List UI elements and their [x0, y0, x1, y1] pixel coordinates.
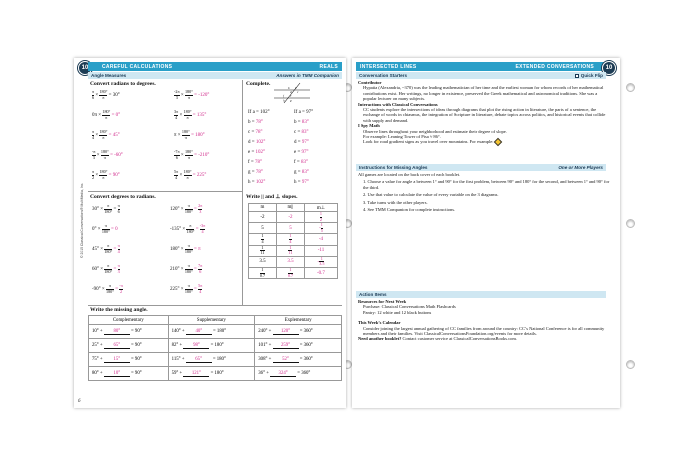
- left-banner: [88, 62, 342, 71]
- deg-to-rad-row: -90° × $\frac{\pi}{180^\circ}$ = $\frac{-\pi}{2}$: [92, 283, 123, 294]
- rad-to-deg-row: $\frac{5\pi}{4}$ × $\frac{180^\circ}{\pi}$ = 225°: [174, 169, 207, 180]
- section-title: Instructions for Missing Angles: [359, 165, 428, 170]
- instruction-step: 1. Choose a value for angle a between 1° and 90° for the first problem, between 90° and 180° for the second, and between 1° and 90° for the third.: [363, 179, 610, 190]
- page-number: 6: [78, 399, 81, 404]
- slope-header: m⊥: [304, 204, 337, 212]
- column-divider: [242, 80, 243, 306]
- slope-cell: -2: [276, 212, 304, 223]
- table-row: [249, 267, 338, 278]
- interactions-heading: Interactions with Classical Conversations: [358, 101, 438, 107]
- deg-to-rad-row: 120° × $\frac{\pi}{180^\circ}$ = $\frac{2\pi}{3}$: [170, 203, 203, 214]
- quick-flip-label: Quick Flip: [580, 73, 603, 78]
- lesson-number-badge: 10: [78, 61, 92, 75]
- slope-cell: 3.5: [276, 256, 304, 267]
- rad-to-deg-row: $\frac{\pi}{6}$ × $\frac{180^\circ}{\pi}$ = 30°: [92, 89, 120, 100]
- missing-angle-cell: 36° + 324° = 360°: [255, 367, 342, 381]
- missing-angle-cell: 82° + 98° = 180°: [168, 339, 255, 353]
- section-title: Action Items: [359, 292, 387, 297]
- left-page: [74, 58, 346, 408]
- rad-to-deg-row: $\frac{3\pi}{4}$ × $\frac{180^\circ}{\pi}$ = 135°: [174, 109, 207, 120]
- angle-value: d = 97°: [294, 140, 309, 145]
- contributor-text: Hypatia (Alexandria, ~370) was the leading mathematician of her time and the earliest woman for whom records of her mathematical contributions exist. Her writings, no longer in existence, preserved the Greek mathematical and astronomical traditions. She was a popular lecturer on many subjects.: [363, 85, 604, 102]
- table-row: [249, 245, 338, 256]
- slope-cell: $\frac{1}{2}$: [304, 212, 337, 223]
- deg-to-rad-row: 225° × $\frac{\pi}{180^\circ}$ = $\frac{5\pi}{4}$: [170, 283, 203, 294]
- quick-flip[interactable]: [575, 73, 603, 78]
- svg-text:g: g: [290, 98, 292, 103]
- rad-to-deg-row: $\frac{-7\pi}{6}$ × $\frac{180^\circ}{\pi}$ = -210°: [174, 149, 210, 160]
- angle-value: f = 83°: [294, 160, 308, 165]
- slope-cell: $\frac{1}{11}$: [249, 245, 277, 256]
- rad-to-deg-row: 0π × $\frac{180^\circ}{\pi}$ = 0°: [92, 109, 121, 120]
- table-row: [89, 325, 342, 339]
- angle-value: g = 83°: [294, 170, 309, 175]
- instruction-step: 2. Use that value to calculate the value of every variable on the 3 diagrams.: [363, 192, 499, 198]
- checkbox-icon: [575, 74, 579, 78]
- slope-cell: $\frac{1}{11}$: [276, 245, 304, 256]
- slope-cell: 5: [249, 223, 277, 234]
- banner-title: INTERSECTED LINES: [360, 63, 417, 70]
- instructions-bar: [356, 164, 606, 171]
- deg-to-rad-row: 30° × $\frac{\pi}{180^\circ}$ = $\frac{\pi}{6}$: [92, 203, 120, 214]
- contributor-heading: Contributor: [358, 80, 382, 85]
- heading-complete: Complete.: [246, 81, 271, 87]
- conversation-starters-bar: [356, 72, 606, 79]
- instruction-step: 3. Take turns with the other players.: [363, 199, 428, 205]
- resources-pantry: Pantry: 12 white and 12 black buttons: [363, 309, 432, 315]
- missing-angle-cell: 140° + 40° = 180°: [168, 325, 255, 339]
- table-row: [89, 353, 342, 367]
- slope-cell: $\frac{1}{4}$: [276, 234, 304, 245]
- players-note: One or More Players: [558, 165, 603, 170]
- svg-text:e: e: [290, 93, 292, 98]
- angle-value: c = 78°: [248, 130, 263, 135]
- deg-to-rad-row: 45° × $\frac{\pi}{180^\circ}$ = $\frac{\pi}{4}$: [92, 243, 120, 254]
- resources-heading: Resources for Next Week: [358, 299, 407, 304]
- banner-category: REALS: [319, 63, 338, 70]
- booklet-text: Contact customer service at ClassicalConversationsBooks.com.: [402, 336, 518, 342]
- ispy-heading: I Spy Math: [358, 123, 380, 129]
- interactions-text: CC students explore the intersections of ideas through diagrams that plot the rising action in literature, the parts of a sentence, the exchange of words in chiasmus, the integration of Scripture in literature, debate topics across politics, and historical events that collide with supply and demand.: [363, 107, 606, 123]
- deg-to-rad-row: 0° × $\frac{\pi}{180^\circ}$ = 0: [92, 223, 118, 234]
- deg-to-rad-row: 210° × $\frac{\pi}{180^\circ}$ = $\frac{7\pi}{6}$: [170, 263, 203, 274]
- missing-angle-cell: 59° + 121° = 180°: [168, 367, 255, 381]
- calendar-text: Consider joining the largest annual gathering of CC families from around the country: CC’s National Conference is for all community members and their families. Visit ClassicalConversationsFoundation.org/events for more details.: [363, 325, 605, 337]
- slope-cell: 5: [276, 223, 304, 234]
- section-note: Answers in TMM Companion: [276, 73, 339, 78]
- svg-text:h: h: [283, 98, 285, 103]
- lesson-number-badge: 10: [602, 61, 616, 75]
- table-row: [89, 339, 342, 353]
- rad-to-deg-row: $\frac{-\pi}{3}$ × $\frac{180^\circ}{\pi}$ = -60°: [92, 149, 123, 160]
- angle-value: g = 78°: [248, 170, 263, 175]
- angle-type-header: Explementary: [255, 316, 342, 325]
- row-divider: [88, 305, 342, 306]
- resources-purchase: Purchase: Classical Conversations Math Flashcards: [363, 304, 456, 310]
- table-row: [249, 212, 338, 223]
- angle-value: f = 78°: [248, 160, 262, 165]
- action-items-content: [358, 299, 612, 342]
- instruction-steps: [358, 179, 612, 212]
- parallel-lines-diagram: [272, 82, 312, 104]
- hole-punch: [626, 360, 635, 369]
- instructions-intro: All games are located on the back cover of each booklet.: [358, 172, 461, 177]
- svg-text:c: c: [297, 90, 299, 94]
- rad-to-deg-row: $\frac{\pi}{4}$ × $\frac{180^\circ}{\pi}$ = 45°: [92, 129, 120, 140]
- deg-to-rad-row: 60° × $\frac{\pi}{180^\circ}$ = $\frac{\pi}{3}$: [92, 263, 120, 274]
- ispy-text-3: Look for road gradient signs as you travel over mountains. For example:: [363, 139, 494, 145]
- svg-text:b: b: [288, 86, 290, 90]
- rad-to-deg-row: π × $\frac{180^\circ}{\pi}$ = 180°: [174, 129, 205, 140]
- angle-value: h = 97°: [294, 180, 309, 185]
- calendar-heading: This Week’s Calendar: [358, 320, 401, 326]
- row-divider: [88, 191, 242, 192]
- instructions-content: [358, 172, 612, 212]
- angle-value: b = 78°: [248, 120, 263, 125]
- missing-angle-cell: 80° + 10° = 90°: [89, 367, 169, 381]
- instruction-step: 4. See TMM Companion for complete instructions.: [363, 207, 456, 213]
- slope-cell: $\frac{1}{0.7}$: [249, 267, 277, 278]
- conversation-content: [358, 80, 612, 145]
- road-sign-icon: [494, 138, 502, 146]
- table-row: [249, 256, 338, 267]
- deg-to-rad-row: 180° × $\frac{\pi}{180^\circ}$ = π: [170, 243, 201, 254]
- slope-cell: - $\frac{1}{5}$: [304, 223, 337, 234]
- slope-cell: - $\frac{1}{3.5}$: [304, 256, 337, 267]
- slope-cell: -4: [304, 234, 337, 245]
- missing-angle-cell: 25° + 65° = 90°: [89, 339, 169, 353]
- slopes-table: [248, 203, 338, 279]
- missing-angle-cell: 115° + 65° = 180°: [168, 353, 255, 367]
- missing-angle-cell: 101° + 259° = 360°: [255, 339, 342, 353]
- heading-radians-to-degrees: Convert radians to degrees.: [90, 81, 156, 87]
- svg-text:a: a: [295, 85, 297, 90]
- missing-angle-cell: 10° + 80° = 90°: [89, 325, 169, 339]
- svg-text:f: f: [283, 94, 284, 98]
- slope-header: m: [249, 204, 277, 212]
- slope-cell: $\frac{1}{0.7}$: [276, 267, 304, 278]
- angle-value: e = 97°: [294, 150, 309, 155]
- slope-header: m||: [276, 204, 304, 212]
- table-row: [89, 367, 342, 381]
- ispy-text-2: For example: Leaning Tower of Pisa ≈ 86°.: [363, 134, 441, 140]
- heading-degrees-to-radians: Convert degrees to radians.: [90, 194, 156, 200]
- angle-value: If a = 102°: [248, 110, 270, 115]
- angle-value: c = 83°: [294, 130, 309, 135]
- right-banner: [356, 62, 606, 71]
- svg-text:d: d: [290, 90, 292, 94]
- hole-punch: [626, 83, 635, 92]
- missing-angle-cell: 308° + 52° = 360°: [255, 353, 342, 367]
- angle-measures-bar: [88, 72, 342, 79]
- booklet-heading: Need another booklet?: [358, 336, 402, 342]
- angle-value: b = 83°: [294, 120, 309, 125]
- right-page: [352, 58, 620, 408]
- ispy-text-1: Observe lines throughout your neighborhood and estimate their degree of slope.: [363, 128, 507, 134]
- copyright: © 2015 Classical Conversations® MultiMedia, Inc.: [80, 182, 84, 258]
- heading-slopes: Write || and ⊥ slopes.: [246, 194, 298, 200]
- rad-to-deg-row: $\frac{-2\pi}{3}$ × $\frac{180^\circ}{\pi}$ = -120°: [174, 89, 210, 100]
- rad-to-deg-row: $\frac{\pi}{2}$ × $\frac{180^\circ}{\pi}$ = 90°: [92, 169, 120, 180]
- banner-title: CAREFUL CALCULATIONS: [102, 63, 173, 70]
- slope-cell: $\frac{1}{4}$: [249, 234, 277, 245]
- section-title: Angle Measures: [91, 73, 127, 78]
- missing-angle-cell: 75° + 15° = 90°: [89, 353, 169, 367]
- banner-category: EXTENDED CONVERSATIONS: [515, 63, 594, 70]
- section-title: Conversation Starters: [359, 73, 407, 78]
- slope-cell: 3.5: [249, 256, 277, 267]
- slope-cell: -2: [249, 212, 277, 223]
- angle-value: d = 102°: [248, 140, 266, 145]
- table-row: [249, 234, 338, 245]
- angle-value: e = 102°: [248, 150, 266, 155]
- missing-angle-table: [88, 315, 342, 381]
- angle-type-header: Complementary: [89, 316, 169, 325]
- slope-cell: -0.7: [304, 267, 337, 278]
- angle-value: h = 102°: [248, 180, 266, 185]
- deg-to-rad-row: -135° × $\frac{\pi}{180^\circ}$ = $\frac{-3\pi}{4}$: [170, 223, 206, 234]
- missing-angle-cell: 240° + 120° = 360°: [255, 325, 342, 339]
- table-row: [249, 223, 338, 234]
- hole-punch: [626, 219, 635, 228]
- angle-value: If a = 97°: [294, 110, 314, 115]
- slope-cell: -11: [304, 245, 337, 256]
- action-items-bar: [356, 291, 606, 298]
- angle-type-header: Supplementary: [168, 316, 255, 325]
- heading-missing-angle: Write the missing angle.: [90, 307, 148, 313]
